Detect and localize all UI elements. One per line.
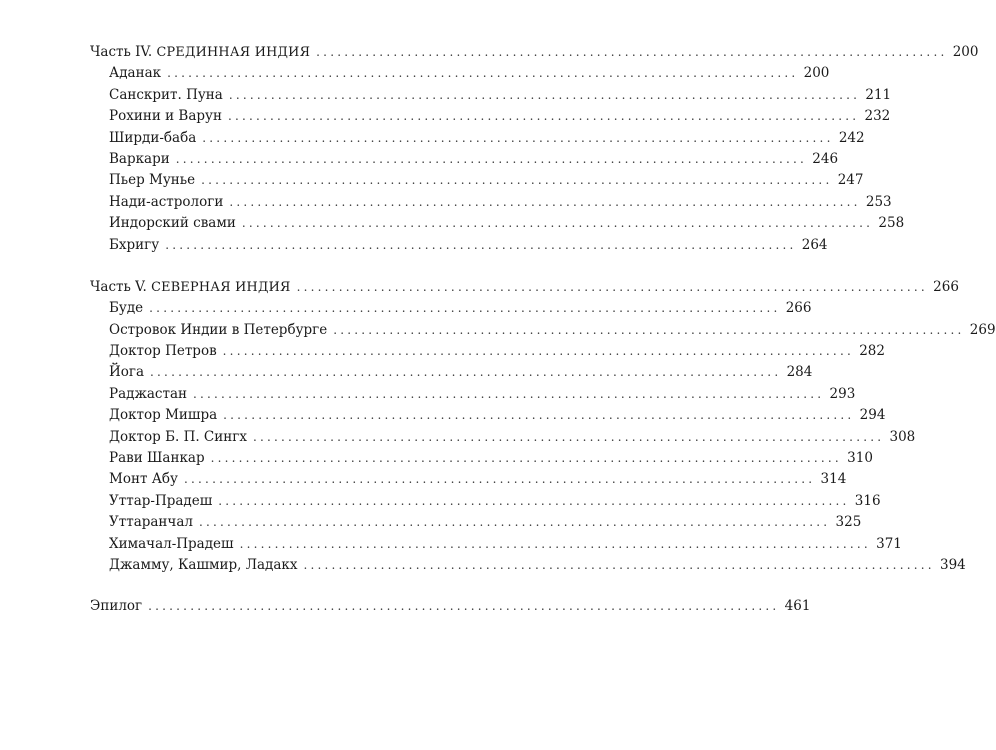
entry-label: Эпилог <box>90 598 143 615</box>
dot-leader: .......................................................................................... <box>201 173 833 188</box>
page-number: 284 <box>786 364 813 381</box>
entry-label: Санскрит. Пуна <box>109 86 223 103</box>
toc-entry <box>90 534 902 555</box>
page-number: 253 <box>865 193 892 210</box>
dot-leader: .......................................................................................... <box>222 344 854 359</box>
dot-leader: .......................................................................................... <box>148 599 780 614</box>
toc-entry <box>90 128 865 149</box>
page-number: 461 <box>784 598 811 615</box>
page-number: 294 <box>859 407 886 424</box>
dot-leader: .......................................................................................... <box>229 194 861 209</box>
part-title: СРЕДИННАЯ ИНДИЯ <box>156 45 311 60</box>
page-number: 200 <box>803 65 830 82</box>
entry-label: Доктор Б. П. Сингх <box>109 428 247 445</box>
entry-label: Буде <box>109 300 144 317</box>
page-number: 266 <box>785 300 812 317</box>
entry-label: Нади-астрологи <box>109 193 224 210</box>
entry-label: Уттаранчал <box>109 514 193 531</box>
dot-leader: .......................................................................................... <box>193 386 825 401</box>
entry-label: Ширди-баба <box>109 129 197 146</box>
entry-label: Индорский свами <box>109 215 236 232</box>
table-of-contents <box>90 42 996 618</box>
dot-leader: .......................................................................................... <box>210 451 842 466</box>
page-number: 264 <box>801 236 828 253</box>
toc-entry <box>90 448 873 469</box>
entry-label: Джамму, Кашмир, Ладакх <box>109 556 298 573</box>
dot-leader: .......................................................................................... <box>227 109 860 124</box>
page-number: 325 <box>835 514 862 531</box>
entry-label: Аданак <box>109 65 162 82</box>
part-heading <box>90 277 959 298</box>
entry-label: Бхригу <box>109 236 160 253</box>
dot-leader: .......................................................................................... <box>228 87 861 102</box>
section-spacer <box>90 256 498 277</box>
entry-label: Йога <box>109 364 145 381</box>
part-heading <box>90 42 979 63</box>
toc-entry <box>90 170 864 191</box>
entry-label: Островок Индии в Петербурге <box>109 321 328 338</box>
dot-leader: .......................................................................................... <box>316 45 948 59</box>
part-prefix: Часть V. <box>90 278 147 295</box>
page-number: 232 <box>864 108 891 125</box>
toc-entry <box>90 192 892 213</box>
dot-leader: .......................................................................................... <box>241 216 874 231</box>
part-title: СЕВЕРНАЯ ИНДИЯ <box>151 279 291 295</box>
toc-entry <box>90 491 881 512</box>
page-number: 371 <box>876 535 902 552</box>
dot-leader: .......................................................................................... <box>150 365 782 380</box>
dot-leader: .......................................................................................... <box>239 536 871 551</box>
entry-label: Химачал-Прадеш <box>109 535 234 552</box>
page-number: 314 <box>820 471 847 488</box>
dot-leader: .......................................................................................... <box>198 515 831 530</box>
entry-label: Варкари <box>109 150 170 167</box>
toc-entry <box>90 427 916 448</box>
part-5-entries <box>90 298 996 576</box>
entry-label: Уттар-Прадеш <box>109 492 213 509</box>
page-number: 247 <box>837 172 864 189</box>
toc-entry <box>90 213 905 234</box>
toc-entry <box>90 384 856 405</box>
entry-label: Рави Шанкар <box>109 450 205 467</box>
entry-label: Монт Абу <box>109 471 179 488</box>
section-spacer <box>90 576 498 596</box>
dot-leader: .......................................................................................... <box>218 493 850 508</box>
dot-leader: .......................................................................................... <box>202 130 834 145</box>
epilogue-entry <box>90 596 811 617</box>
toc-entry <box>90 469 847 490</box>
dot-leader: .......................................................................................... <box>296 279 928 294</box>
toc-entry <box>90 149 839 170</box>
dot-leader: .......................................................................................... <box>165 237 797 252</box>
page-number: 246 <box>812 150 839 167</box>
dot-leader: .......................................................................................... <box>252 429 885 444</box>
part-prefix: Часть IV. <box>90 44 153 60</box>
dot-leader: .......................................................................................... <box>223 408 855 423</box>
entry-label: Доктор Мишра <box>109 407 218 424</box>
entry-label: Рохини и Варун <box>109 108 222 125</box>
toc-entry <box>90 512 862 533</box>
toc-entry <box>90 555 966 576</box>
toc-entry <box>90 235 828 256</box>
toc-entry <box>90 85 892 106</box>
dot-leader: .......................................................................................... <box>167 66 799 81</box>
dot-leader: .......................................................................................... <box>184 472 816 487</box>
page-number: 269 <box>969 321 996 338</box>
toc-entry <box>90 320 996 341</box>
dot-leader: .......................................................................................... <box>149 301 781 316</box>
toc-entry <box>90 362 813 383</box>
page-number: 258 <box>878 215 905 232</box>
entry-label: Пьер Мунье <box>109 172 196 189</box>
toc-entry <box>90 63 830 84</box>
page-number: 282 <box>859 343 885 360</box>
page-number: 242 <box>838 129 865 146</box>
page-number: 394 <box>940 556 966 573</box>
toc-entry <box>90 298 812 319</box>
page-number: 266 <box>933 278 959 295</box>
part-4-entries <box>90 63 905 256</box>
entry-label: Доктор Петров <box>109 343 217 360</box>
dot-leader: .......................................................................................... <box>303 557 935 572</box>
page-number: 200 <box>952 44 979 60</box>
page-number: 211 <box>865 86 892 103</box>
page-number: 308 <box>889 428 916 445</box>
page-number: 316 <box>854 492 881 509</box>
entry-label: Раджастан <box>109 385 187 402</box>
toc-entry <box>90 405 886 426</box>
dot-leader: .......................................................................................... <box>333 322 965 337</box>
page-number: 293 <box>829 385 856 402</box>
toc-entry <box>90 341 885 362</box>
dot-leader: .......................................................................................... <box>175 151 808 166</box>
toc-entry <box>90 106 891 127</box>
page-number: 310 <box>847 450 873 467</box>
